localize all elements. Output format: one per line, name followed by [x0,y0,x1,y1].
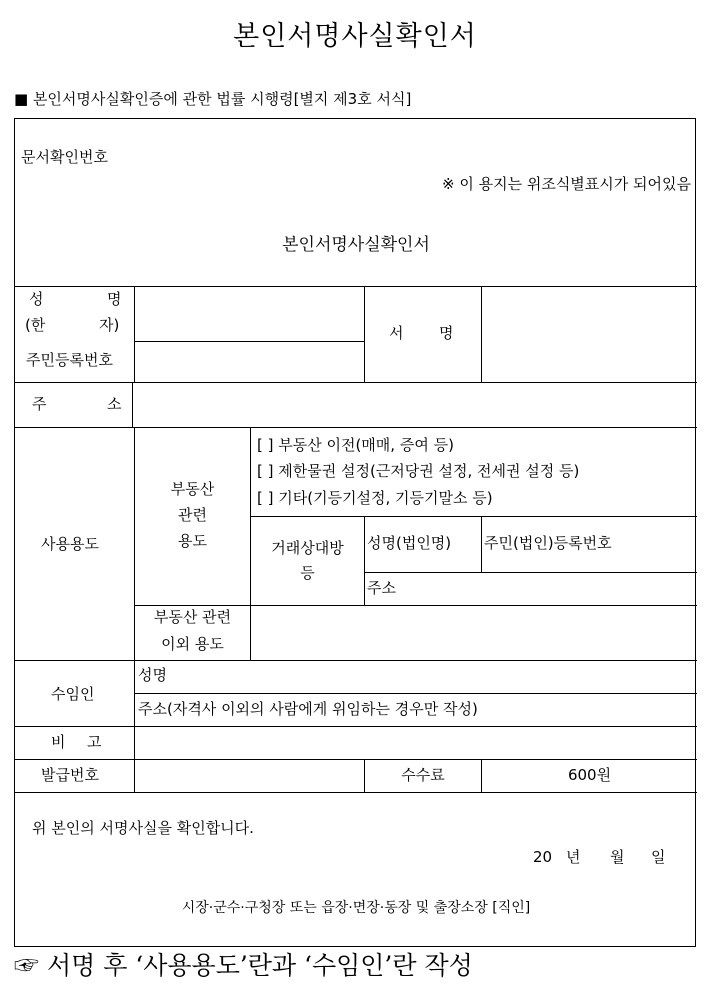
col-divider [134,427,135,726]
real-estate-label-2: 관련 [178,506,207,524]
signature-label-2: 명 [439,324,454,342]
hanja-label-1: (한 [25,316,46,334]
resident-no-field[interactable] [135,342,364,382]
remarks-field[interactable] [135,727,697,759]
delegate-name-label: 성명 [138,666,167,684]
inner-title: 본인서명사실확인서 [282,235,430,255]
document-title: 본인서명사실확인서 [233,21,477,52]
issue-no-label: 발급번호 [41,766,99,784]
checkbox-restricted-right[interactable]: [ ] 제한물권 설정(근저당권 설정, 전세권 설정 등) [257,462,580,480]
issue-no-field[interactable] [135,760,364,792]
row-divider [364,572,697,573]
form-reference: ■ 본인서명사실확인증에 관한 법률 시행령[별지 제3호 서식] [14,90,412,108]
checkbox-other[interactable]: [ ] 기타(기등기설정, 기등기말소 등) [257,489,493,507]
form-table [14,118,696,947]
row-divider [15,660,697,661]
non-real-estate-label-2: 이외 용도 [161,635,224,653]
doc-number-label: 문서확인번호 [21,148,108,166]
counterparty-name-label: 성명(법인명) [367,534,452,552]
usage-label: 사용용도 [41,535,99,553]
name-label-2: 명 [107,290,122,308]
address-label-2: 소 [107,395,122,413]
counterparty-label-2: 등 [300,564,315,582]
checkbox-property-transfer[interactable]: [ ] 부동산 이전(매매, 증여 등) [257,436,454,454]
signature-field[interactable] [482,287,697,382]
remarks-label-2: 고 [87,733,102,751]
real-estate-label-1: 부동산 [170,480,215,498]
address-label-1: 주 [32,395,47,413]
signature-label-1: 서 [389,324,404,342]
resident-no-label: 주민등록번호 [26,351,113,369]
col-divider [364,286,365,382]
row-divider [134,693,697,694]
name-label-1: 성 [29,290,44,308]
col-divider [364,516,365,605]
date-year: 년 [566,848,581,866]
remarks-label-1: 비 [51,733,66,751]
row-divider [250,516,697,517]
delegate-address-label: 주소(자격사 이외의 사람에게 위임하는 경우만 작성) [138,700,478,718]
name-field[interactable] [135,287,364,341]
address-field[interactable] [133,383,697,427]
date-day: 일 [651,848,666,866]
fee-value: 600원 [567,766,612,784]
row-divider [15,792,697,793]
non-real-estate-label-1: 부동산 관련 [153,608,232,626]
issuer-text: 시장·군수·구청장 또는 읍장·면장·동장 및 출장소장 [직인] [181,900,531,916]
counterparty-label-1: 거래상대방 [271,539,344,557]
fee-label: 수수료 [401,766,445,784]
counterparty-address-label: 주소 [367,579,396,597]
real-estate-label-3: 용도 [178,532,207,550]
footer-instruction: ☞ 서명 후 ‘사용용도’란과 ‘수임인’란 작성 [14,951,473,980]
delegate-label: 수임인 [51,685,95,703]
date-year-prefix: 20 [533,848,553,866]
confirmation-text: 위 본인의 서명사실을 확인합니다. [32,819,254,837]
date-month: 월 [610,848,625,866]
row-divider [15,427,697,428]
counterparty-regno-label: 주민(법인)등록번호 [484,534,612,552]
hanja-label-2: 자) [99,316,120,334]
forgery-notice: ※ 이 용지는 위조식별표시가 되어있음 [442,175,691,193]
col-divider [481,516,482,572]
non-real-estate-usage-field[interactable] [251,606,697,660]
